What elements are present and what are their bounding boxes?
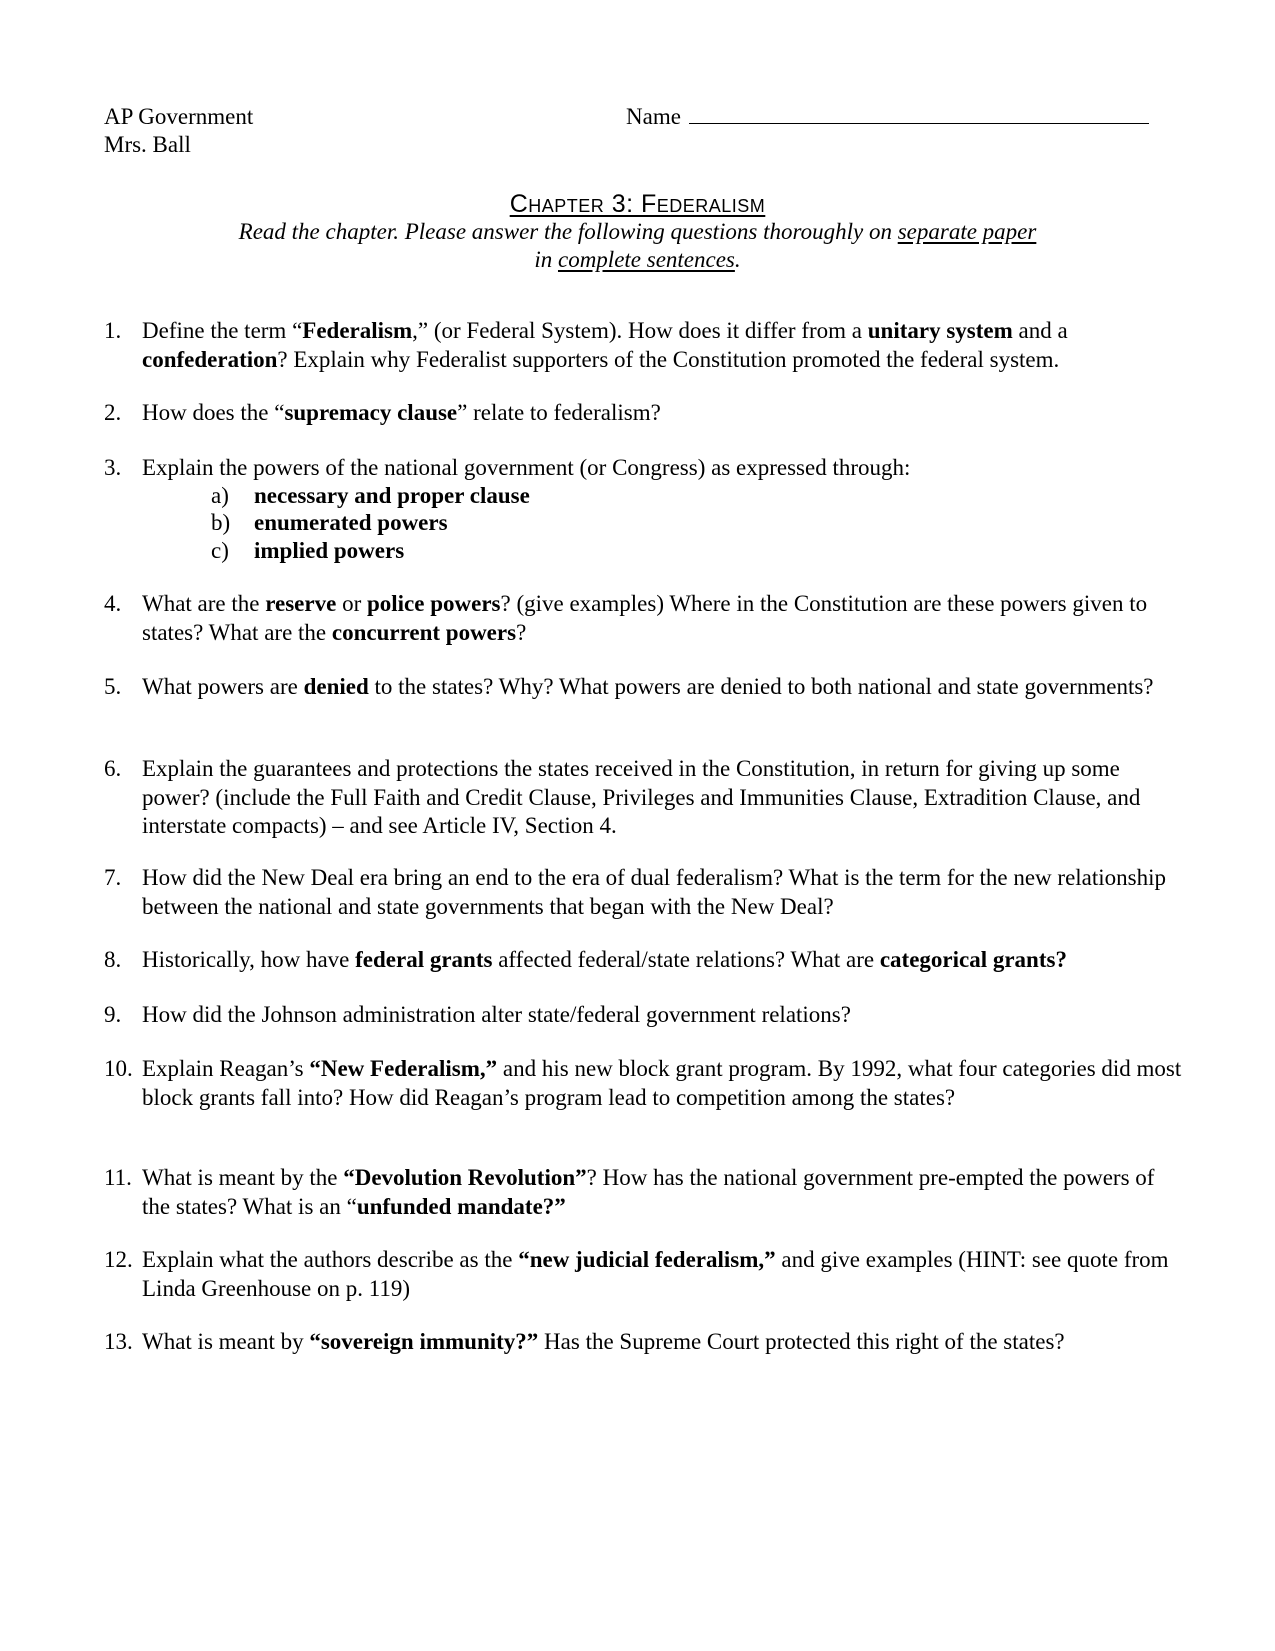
question-item (104, 590, 1184, 647)
question-key-term: “New Federalism,” (309, 1056, 498, 1081)
question-text-segment: What are the (142, 591, 266, 616)
question-key-term: denied (303, 674, 369, 699)
question-text-segment: ? (516, 619, 527, 645)
question-item (104, 1001, 1184, 1030)
question-text-segment: Explain Reagan’s (142, 1056, 310, 1081)
subitem-term: necessary and proper clause (254, 483, 530, 508)
question-key-term: “Devolution Revolution” (343, 1165, 587, 1190)
subitem-term: enumerated powers (254, 510, 448, 535)
question-text (142, 399, 1184, 428)
question-number: 10. (104, 1056, 133, 1081)
name-label: Name (626, 104, 681, 129)
question-text-segment: Explain the guarantees and protections the states received in the Constitution, in return for giving up some power? (include the Full Faith and Credit Clause, Privileges and Immunities Clause, Extradition Clause, and interstate compacts) – and see Article IV, Section 4. (142, 756, 1141, 838)
question-key-term: Federalism (302, 318, 413, 343)
question-text-segment: to the states? Why? What powers are denied to both national and state governments? (368, 674, 1154, 699)
question-item (104, 755, 1184, 841)
question-key-term: categorical grants? (879, 947, 1067, 972)
question-text-segment: ” relate to federalism? (457, 400, 661, 425)
question-number: 2. (104, 400, 122, 425)
question-text-segment: Historically, how have (142, 947, 356, 972)
question-text (142, 590, 1184, 647)
q3-subitem (211, 482, 530, 511)
instructions-line-2 (0, 246, 1275, 274)
subitem-letter: b) (211, 510, 231, 535)
question-text-segment: and give examples (HINT: see quote from Linda Greenhouse on p. 119) (142, 1247, 1169, 1301)
question-text-segment: Explain what the authors describe as the (142, 1247, 519, 1272)
question-key-term: unitary system (867, 318, 1013, 343)
instructions-text-2-end: . (734, 247, 741, 272)
question-item (104, 673, 1184, 702)
question-text (142, 946, 1184, 975)
question-key-term: “sovereign immunity?” (309, 1329, 539, 1354)
instructions-line-1 (0, 218, 1275, 246)
instructions-underlined-1: separate paper (897, 219, 1037, 244)
question-number: 8. (104, 947, 122, 972)
question-text (142, 1328, 1184, 1357)
question-text (142, 673, 1184, 702)
name-field[interactable] (626, 103, 1149, 131)
teacher-name: Mrs. Ball (104, 132, 191, 157)
question-text (142, 1164, 1184, 1221)
question-text (142, 1001, 1184, 1030)
question-item (104, 946, 1184, 975)
question-text-segment: What is meant by the (142, 1165, 344, 1190)
question-number: 1. (104, 318, 122, 343)
question-text-segment: Has the Supreme Court protected this right of the states? (538, 1329, 1065, 1354)
instructions-underlined-2: complete sentences (557, 247, 735, 272)
question-item (104, 1328, 1184, 1357)
instructions-text-2: in (534, 247, 558, 272)
question-item (104, 454, 1184, 483)
subitem-letter: a) (211, 483, 229, 508)
question-text-segment: ? (give examples) Where in the Constitution are these powers given to states? What are the (142, 591, 1148, 645)
question-number: 4. (104, 591, 122, 616)
question-text (142, 1055, 1184, 1112)
question-item (104, 864, 1184, 921)
question-text-segment: and a (1012, 318, 1068, 343)
question-item (104, 1164, 1184, 1221)
instructions-text-1: Read the chapter. Please answer the following questions thoroughly on (238, 219, 898, 244)
question-text-segment: and his new block grant program. By 1992, what four categories did most block grants fall into? How did Reagan’s program lead to competition among the states? (142, 1056, 1182, 1110)
question-text (142, 755, 1184, 841)
question-text-segment: How did the Johnson administration alter state/federal government relations? (142, 1002, 851, 1027)
question-number: 6. (104, 756, 122, 781)
question-item (104, 317, 1184, 374)
question-number: 5. (104, 674, 122, 699)
name-blank-line[interactable] (689, 103, 1149, 124)
question-key-term: supremacy clause (284, 400, 458, 425)
question-text-segment: How did the New Deal era bring an end to the era of dual federalism? What is the term for the new relationship between the national and state governments that began with the New Deal? (142, 865, 1166, 919)
page-title (0, 189, 1275, 219)
question-text-segment: ? How has the national government pre-empted the powers of the states? What is an “ (142, 1165, 1155, 1219)
course-name: AP Government (104, 104, 254, 129)
q3-subitem (211, 537, 404, 566)
question-text-segment: Define the term “ (142, 318, 303, 343)
question-text-segment: affected federal/state relations? What are (492, 947, 880, 972)
question-text (142, 1246, 1184, 1303)
question-text (142, 317, 1184, 374)
question-number: 12. (104, 1247, 133, 1272)
question-item (104, 1246, 1184, 1303)
question-key-term: confederation (142, 346, 278, 372)
question-text-segment: What powers are (142, 674, 304, 699)
question-text-segment: or (336, 591, 367, 616)
question-number: 13. (104, 1329, 133, 1354)
question-key-term: concurrent powers (331, 619, 517, 645)
question-key-term: federal grants (355, 947, 493, 972)
question-text-segment: ? Explain why Federalist supporters of the Constitution promoted the federal system. (277, 346, 1060, 372)
question-number: 3. (104, 455, 122, 480)
subitem-letter: c) (211, 538, 229, 563)
q3-subitem (211, 509, 448, 538)
question-key-term: “new judicial federalism,” (518, 1247, 776, 1272)
question-number: 7. (104, 865, 122, 890)
question-text-segment: How does the “ (142, 400, 285, 425)
question-number: 11. (104, 1165, 132, 1190)
question-key-term: reserve (265, 591, 337, 616)
question-item (104, 1055, 1184, 1112)
question-key-term: police powers (366, 591, 501, 616)
title-text: Chapter 3: Federalism (509, 190, 766, 218)
question-text-segment: What is meant by (142, 1329, 310, 1354)
question-number: 9. (104, 1002, 122, 1027)
question-text-segment: Explain the powers of the national government (or Congress) as expressed through: (142, 455, 911, 480)
question-text (142, 864, 1184, 921)
subitem-term: implied powers (254, 538, 405, 563)
question-text-segment: ,” (or Federal System). How does it differ from a (412, 318, 868, 343)
question-text (142, 454, 1184, 483)
question-item (104, 399, 1184, 428)
question-key-term: unfunded mandate?” (356, 1193, 566, 1219)
